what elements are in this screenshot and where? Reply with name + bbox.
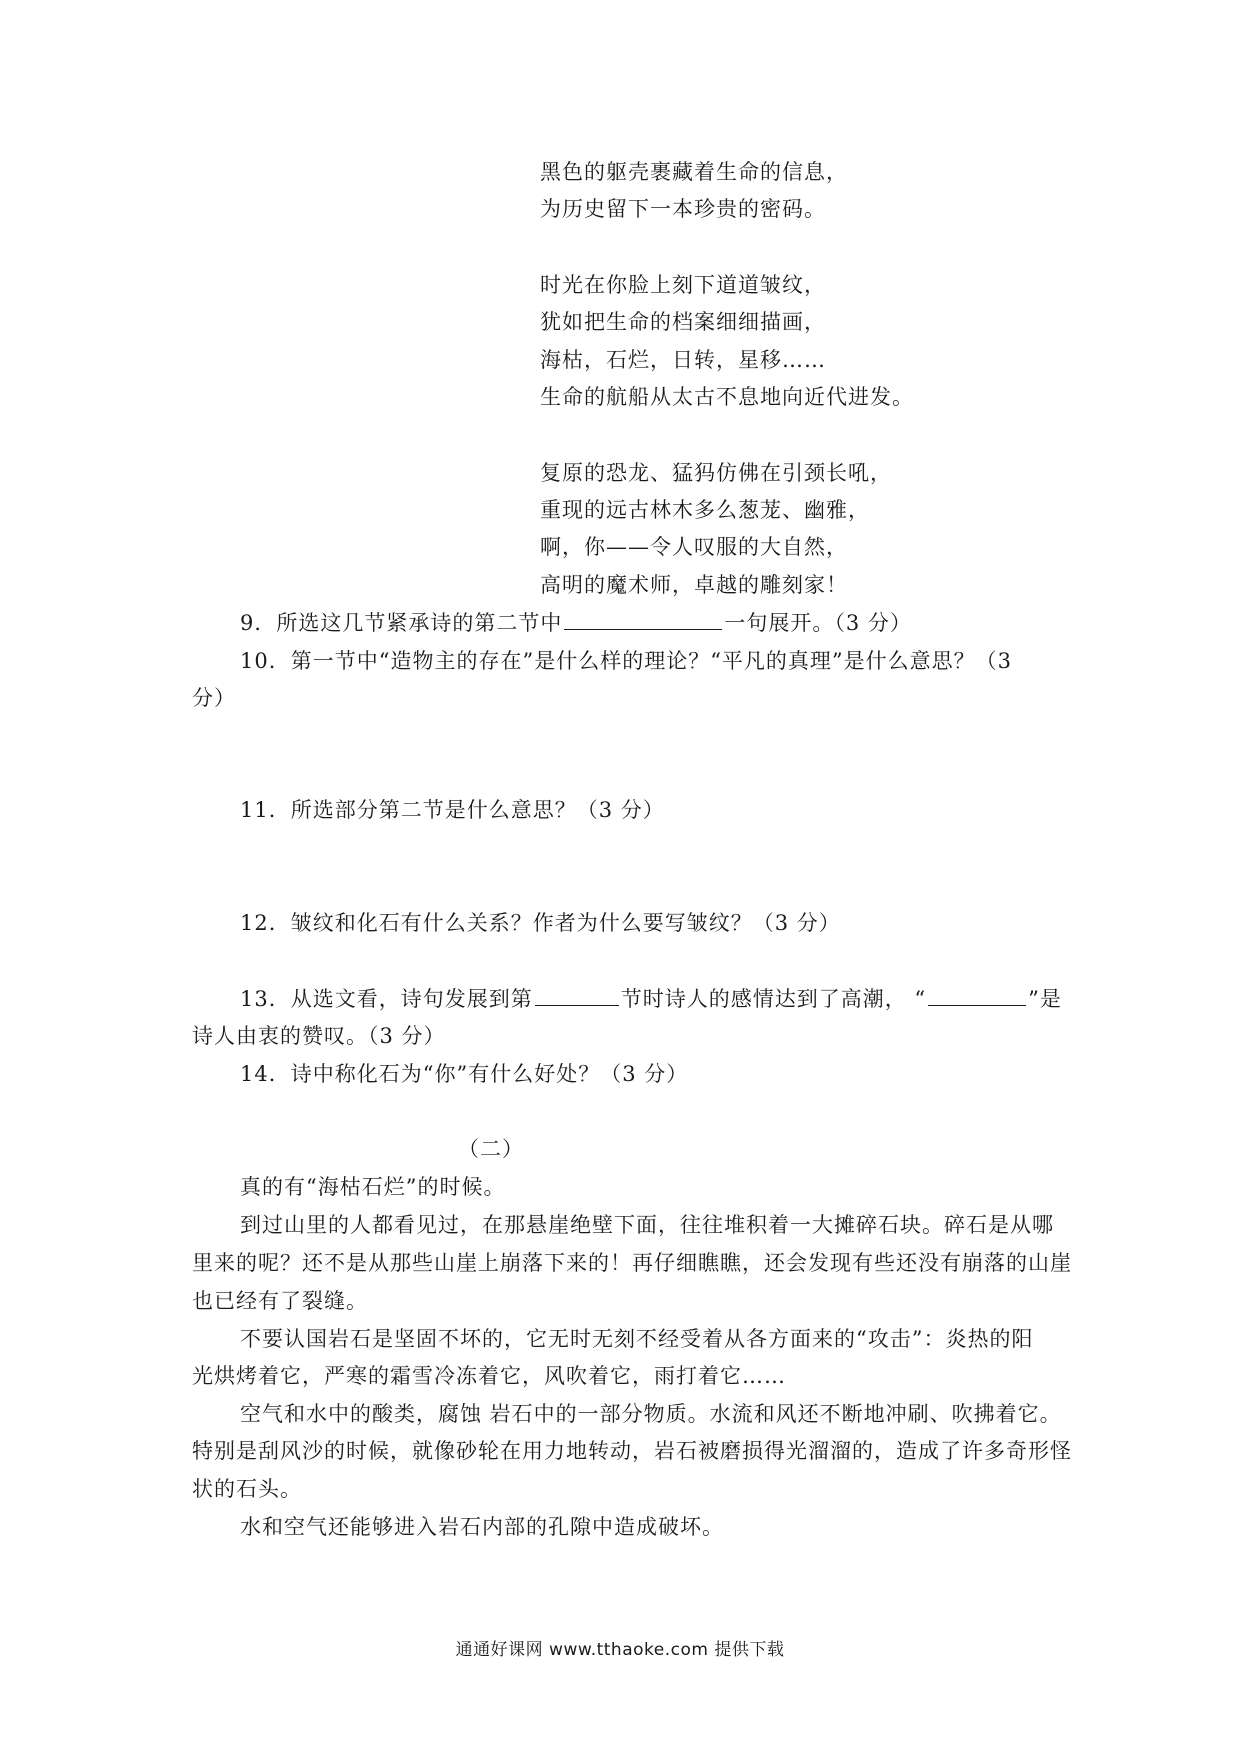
question-11: 11．所选部分第二节是什么意思？（3 分）	[240, 798, 665, 822]
question-13-continued: 诗人由衷的赞叹。（3 分）	[192, 1024, 446, 1048]
poem-line: 高明的魔术师，卓越的雕刻家！	[540, 573, 848, 597]
question-10-continued: 分）	[192, 686, 236, 710]
question-9-text: 一句展开。（3 分）	[724, 611, 912, 635]
question-13-text: 节时诗人的感情达到了高潮， “	[620, 987, 927, 1011]
question-14: 14．诗中称化石为“你”有什么好处？（3 分）	[240, 1062, 689, 1086]
question-9-text: 9．所选这几节紧承诗的第二节中	[240, 611, 563, 635]
question-13	[240, 984, 1062, 1014]
poem-line: 重现的远古林木多么葱茏、幽雅，	[540, 498, 870, 522]
paragraph-continued: 也已经有了裂缝。	[192, 1289, 368, 1313]
page-footer: 通通好课网 www.tthaoke.com 提供下载	[455, 1640, 785, 1660]
paragraph-continued: 光烘烤着它，严寒的霜雪冷冻着它，风吹着它，雨打着它……	[192, 1364, 786, 1388]
answer-blank[interactable]	[928, 985, 1026, 1006]
paragraph-continued: 状的石头。	[192, 1477, 302, 1501]
paragraph: 水和空气还能够进入岩石内部的孔隙中造成破坏。	[240, 1515, 724, 1539]
poem-line: 时光在你脸上刻下道道皱纹，	[540, 273, 826, 297]
paragraph-continued: 里来的呢？还不是从那些山崖上崩落下来的！再仔细瞧瞧，还会发现有些还没有崩落的山崖	[192, 1251, 1072, 1275]
question-13-text: 13．从选文看，诗句发展到第	[240, 987, 533, 1011]
paragraph: 空气和水中的酸类，腐蚀 岩石中的一部分物质。水流和风还不断地冲刷、吹拂着它。	[240, 1402, 1062, 1426]
paragraph: 不要认国岩石是坚固不坏的，它无时无刻不经受着从各方面来的“攻击”：炎热的阳	[240, 1327, 1034, 1351]
section-heading: （二）	[458, 1137, 524, 1161]
question-9	[240, 608, 912, 638]
poem-line: 黑色的躯壳裹藏着生命的信息，	[540, 160, 848, 184]
paragraph-continued: 特别是刮风沙的时候，就像砂轮在用力地转动，岩石被磨损得光溜溜的，造成了许多奇形怪	[192, 1439, 1072, 1463]
poem-line: 生命的航船从太古不息地向近代进发。	[540, 385, 914, 409]
poem-line: 犹如把生命的档案细细描画，	[540, 310, 826, 334]
poem-line: 啊，你——令人叹服的大自然，	[540, 535, 848, 559]
answer-blank[interactable]	[564, 609, 722, 630]
paragraph: 到过山里的人都看见过，在那悬崖绝壁下面，往往堆积着一大摊碎石块。碎石是从哪	[240, 1213, 1054, 1237]
poem-line: 海枯，石烂，日转，星移……	[540, 348, 826, 372]
question-12: 12．皱纹和化石有什么关系？作者为什么要写皱纹？（3 分）	[240, 911, 841, 935]
answer-blank[interactable]	[535, 985, 619, 1006]
poem-line: 复原的恐龙、猛犸仿佛在引颈长吼，	[540, 461, 892, 485]
question-10: 10．第一节中“造物主的存在”是什么样的理论？“平凡的真理”是什么意思？（3	[240, 649, 1013, 673]
question-13-text: ”是	[1028, 987, 1062, 1011]
paragraph: 真的有“海枯石烂”的时候。	[240, 1175, 506, 1199]
poem-line: 为历史留下一本珍贵的密码。	[540, 197, 826, 221]
